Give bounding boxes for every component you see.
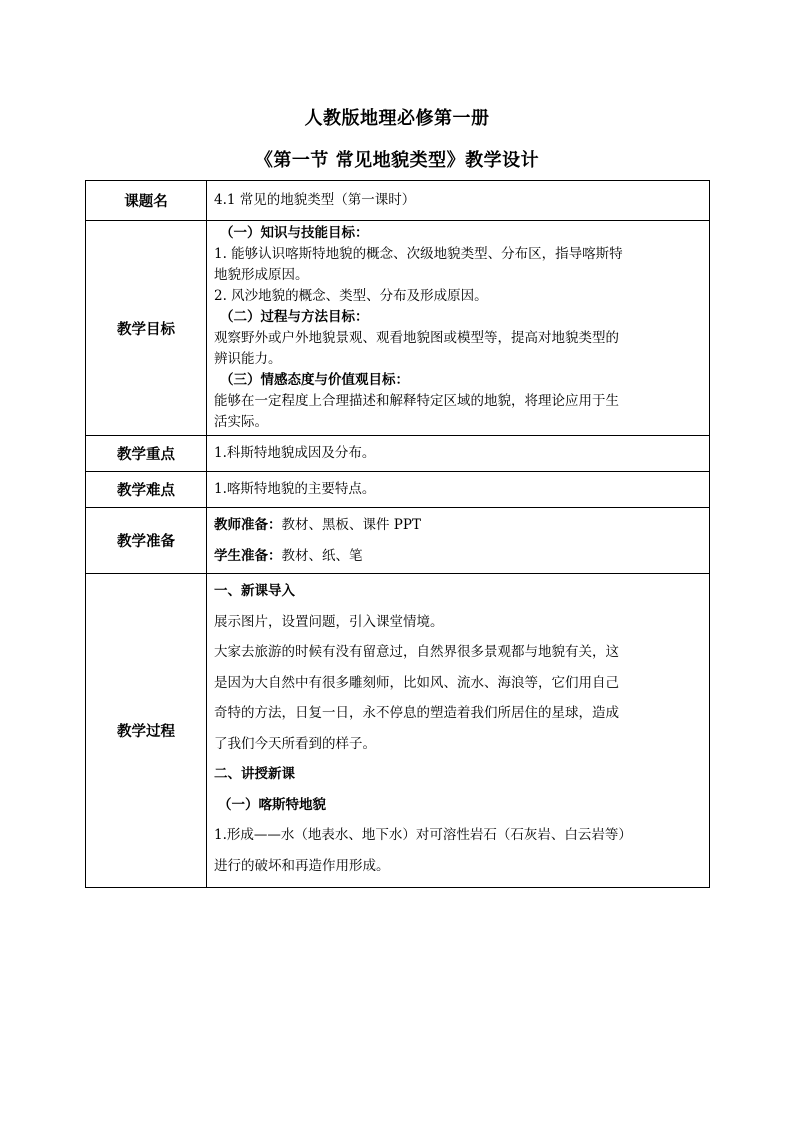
row-topic (86, 181, 710, 221)
objectives-label: 教学目标 (86, 221, 207, 436)
key-points-text: 1.科斯特地貌成因及分布。 (214, 445, 376, 461)
process-paragraph: 展示图片，设置问题，引入课堂情境。 (214, 613, 444, 630)
objective-text: 活实际。 (214, 414, 268, 430)
process-paragraph: 了我们今天所看到的样子。 (214, 735, 376, 752)
preparation-label: 教学准备 (86, 508, 207, 574)
row-difficulties (86, 472, 710, 508)
topic-label: 课题名 (86, 181, 207, 221)
preparation-content (207, 508, 710, 574)
topic-text: 4.1 常见的地貌类型（第一课时） (214, 192, 416, 208)
student-preparation-label: 学生准备： (214, 547, 282, 564)
key-points-content (207, 436, 710, 472)
objective-text: 观察野外或户外地貌景观、观看地貌图或模型等，提高对地貌类型的 (214, 330, 619, 346)
difficulties-content (207, 472, 710, 508)
objective-heading-knowledge: （一）知识与技能目标： (220, 225, 369, 241)
objective-text: 2. 风沙地貌的概念、类型、分布及形成原因。 (214, 288, 488, 304)
document-subtitle: 《第一节 常见地貌类型》教学设计 (254, 150, 540, 171)
process-paragraph: 是因为大自然中有很多雕刻师，比如风、流水、海浪等，它们用自己 (214, 674, 619, 691)
process-label: 教学过程 (86, 574, 207, 888)
difficulties-label: 教学难点 (86, 472, 207, 508)
process-paragraph: 奇特的方法，日复一日，永不停息的塑造着我们所居住的星球，造成 (214, 705, 619, 721)
topic-value (207, 181, 710, 221)
lesson-plan-table (85, 180, 710, 888)
student-preparation-value: 教材、纸、笔 (281, 547, 363, 564)
document-title: 人教版地理必修第一册 (304, 108, 490, 129)
section-heading-intro: 一、新课导入 (214, 583, 295, 599)
section-heading-new-lesson: 二、讲授新课 (214, 766, 295, 782)
objective-text: 辨识能力。 (214, 351, 282, 367)
objective-text: 能够在一定程度上合理描述和解释特定区域的地貌，将理论应用于生 (214, 393, 619, 409)
row-preparation (86, 508, 710, 574)
row-key-points (86, 436, 710, 472)
row-process (86, 574, 710, 888)
process-paragraph: 进行的破坏和再造作用形成。 (214, 857, 390, 874)
process-content (207, 574, 710, 888)
objective-heading-process: （二）过程与方法目标： (220, 309, 369, 325)
teacher-preparation-label: 教师准备： (214, 517, 282, 533)
objective-text: 1. 能够认识喀斯特地貌的概念、次级地貌类型、分布区，指导喀斯特 (214, 246, 623, 262)
objective-text: 地貌形成原因。 (214, 267, 309, 283)
subsection-heading-karst: （一）喀斯特地貌 (218, 796, 326, 813)
teacher-preparation (214, 510, 705, 541)
difficulties-text: 1.喀斯特地貌的主要特点。 (214, 481, 376, 497)
objectives-content (207, 221, 710, 436)
row-objectives (86, 221, 710, 436)
process-paragraph: 1.形成——水（地表水、地下水）对可溶性岩石（石灰岩、白云岩等） (214, 827, 632, 843)
objective-heading-values: （三）情感态度与价值观目标： (220, 372, 409, 388)
process-paragraph: 大家去旅游的时候有没有留意过，自然界很多景观都与地貌有关，这 (214, 644, 619, 660)
key-points-label: 教学重点 (86, 436, 207, 472)
teacher-preparation-value: 教材、黑板、课件 PPT (281, 517, 421, 533)
student-preparation (214, 541, 705, 572)
